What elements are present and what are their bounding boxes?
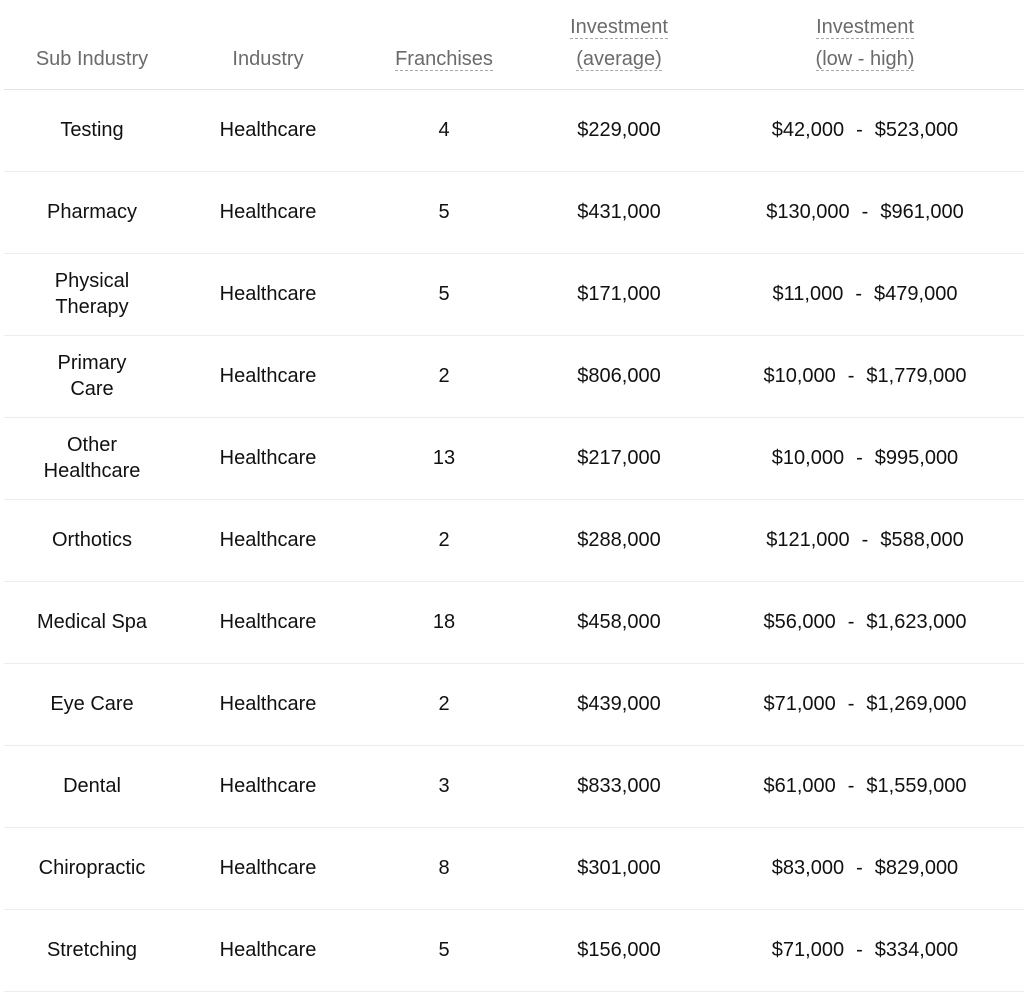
- range-separator: -: [847, 775, 855, 797]
- cell-investment-low: $11,000: [772, 283, 844, 305]
- cell-sub-industry: Medical Spa: [36, 611, 148, 633]
- cell-franchises: 8: [438, 857, 450, 879]
- cell-sub-industry: Chiropractic: [38, 857, 146, 879]
- cell-sub-industry: Physical Therapy: [54, 270, 130, 318]
- cell-investment-range: [706, 89, 1024, 171]
- table-row[interactable]: [4, 417, 1024, 499]
- cell-investment-low: $10,000: [763, 365, 836, 387]
- franchise-table: [4, 0, 1024, 992]
- cell-investment-low: $42,000: [771, 119, 845, 141]
- cell-industry: Healthcare: [219, 447, 317, 469]
- range-separator: -: [855, 283, 863, 305]
- header-investment-range-line1: Investment: [816, 15, 914, 38]
- cell-investment-high: $1,269,000: [866, 693, 967, 715]
- cell-industry: Healthcare: [219, 529, 317, 551]
- header-investment-range-line2: (low - high): [815, 47, 915, 70]
- cell-investment-low: $10,000: [771, 447, 845, 469]
- cell-franchises: 2: [438, 365, 450, 387]
- cell-investment-average: $301,000: [577, 857, 661, 879]
- cell-sub-industry: Primary Care: [57, 352, 127, 400]
- header-franchises[interactable]: Franchises: [395, 47, 493, 70]
- table-row[interactable]: [4, 745, 1024, 827]
- cell-investment-range: [706, 417, 1024, 499]
- cell-franchises: 5: [438, 283, 450, 305]
- cell-investment-range: [706, 581, 1024, 663]
- cell-sub-industry: Eye Care: [50, 693, 134, 715]
- range-separator: -: [856, 939, 863, 961]
- cell-investment-range: [706, 253, 1024, 335]
- cell-industry: Healthcare: [219, 857, 317, 879]
- cell-franchises: 5: [438, 201, 450, 223]
- cell-industry: Healthcare: [219, 611, 317, 633]
- cell-investment-high: $1,623,000: [866, 611, 967, 633]
- cell-investment-average: $833,000: [577, 775, 661, 797]
- cell-sub-industry: Other Healthcare: [43, 434, 141, 482]
- cell-investment-low: $61,000: [763, 775, 836, 797]
- cell-industry: Healthcare: [219, 939, 317, 961]
- cell-investment-average: $431,000: [577, 201, 661, 223]
- cell-investment-average: $217,000: [577, 447, 661, 469]
- cell-franchises: 3: [438, 775, 450, 797]
- table-body: [4, 89, 1024, 991]
- cell-investment-range: [706, 745, 1024, 827]
- cell-investment-range: [706, 499, 1024, 581]
- table-header: [4, 0, 1024, 89]
- table-row[interactable]: [4, 499, 1024, 581]
- cell-industry: Healthcare: [219, 693, 317, 715]
- range-separator: -: [847, 693, 855, 715]
- header-industry[interactable]: Industry: [232, 47, 304, 70]
- table-row[interactable]: [4, 663, 1024, 745]
- cell-investment-average: $806,000: [577, 365, 661, 387]
- range-separator: -: [847, 611, 855, 633]
- range-separator: -: [861, 201, 869, 223]
- cell-industry: Healthcare: [219, 365, 317, 387]
- range-separator: -: [847, 365, 855, 387]
- header-row: [4, 0, 1024, 89]
- range-separator: -: [861, 529, 869, 551]
- header-investment-range[interactable]: [706, 0, 1024, 89]
- cell-franchises: 4: [438, 119, 450, 141]
- cell-investment-average: $288,000: [577, 529, 661, 551]
- cell-investment-average: $439,000: [577, 693, 661, 715]
- header-investment-average-line1: Investment: [570, 15, 668, 38]
- cell-sub-industry: Pharmacy: [46, 201, 138, 223]
- cell-investment-high: $588,000: [880, 529, 964, 551]
- cell-sub-industry: Orthotics: [51, 529, 133, 551]
- cell-investment-range: [706, 663, 1024, 745]
- cell-investment-high: $523,000: [874, 119, 959, 141]
- range-separator: -: [856, 447, 863, 469]
- cell-investment-high: $829,000: [874, 857, 959, 879]
- table-row[interactable]: [4, 909, 1024, 991]
- cell-investment-average: $229,000: [577, 119, 661, 141]
- table-row[interactable]: [4, 89, 1024, 171]
- cell-investment-low: $83,000: [771, 857, 845, 879]
- cell-franchises: 13: [432, 447, 456, 469]
- cell-franchises: 18: [432, 611, 456, 633]
- cell-industry: Healthcare: [219, 775, 317, 797]
- header-sub-industry[interactable]: Sub Industry: [35, 47, 149, 70]
- cell-investment-average: $458,000: [577, 611, 661, 633]
- cell-investment-range: [706, 827, 1024, 909]
- cell-franchises: 2: [438, 693, 450, 715]
- header-investment-average-line2: (average): [576, 47, 662, 70]
- table-row[interactable]: [4, 171, 1024, 253]
- header-investment-average[interactable]: [532, 0, 706, 89]
- cell-sub-industry: Dental: [63, 775, 121, 797]
- cell-industry: Healthcare: [219, 201, 317, 223]
- table-row[interactable]: [4, 827, 1024, 909]
- table-row[interactable]: [4, 335, 1024, 417]
- range-separator: -: [856, 119, 863, 141]
- cell-investment-low: $71,000: [771, 939, 845, 961]
- cell-industry: Healthcare: [219, 283, 317, 305]
- cell-investment-average: $171,000: [577, 283, 661, 305]
- cell-investment-high: $995,000: [874, 447, 959, 469]
- cell-investment-range: [706, 909, 1024, 991]
- cell-investment-low: $121,000: [766, 529, 850, 551]
- cell-investment-low: $56,000: [763, 611, 836, 633]
- cell-sub-industry: Stretching: [46, 939, 138, 961]
- range-separator: -: [856, 857, 863, 879]
- cell-investment-high: $1,559,000: [866, 775, 967, 797]
- cell-investment-high: $334,000: [874, 939, 959, 961]
- cell-industry: Healthcare: [219, 119, 317, 141]
- cell-franchises: 5: [438, 939, 450, 961]
- cell-investment-low: $71,000: [763, 693, 836, 715]
- cell-investment-range: [706, 171, 1024, 253]
- cell-investment-high: $961,000: [880, 201, 964, 223]
- table-row[interactable]: [4, 581, 1024, 663]
- cell-investment-low: $130,000: [766, 201, 850, 223]
- cell-investment-high: $1,779,000: [866, 365, 967, 387]
- cell-investment-high: $479,000: [874, 283, 958, 305]
- table-row[interactable]: [4, 253, 1024, 335]
- cell-sub-industry: Testing: [60, 119, 124, 141]
- cell-franchises: 2: [438, 529, 450, 551]
- cell-investment-average: $156,000: [577, 939, 661, 961]
- cell-investment-range: [706, 335, 1024, 417]
